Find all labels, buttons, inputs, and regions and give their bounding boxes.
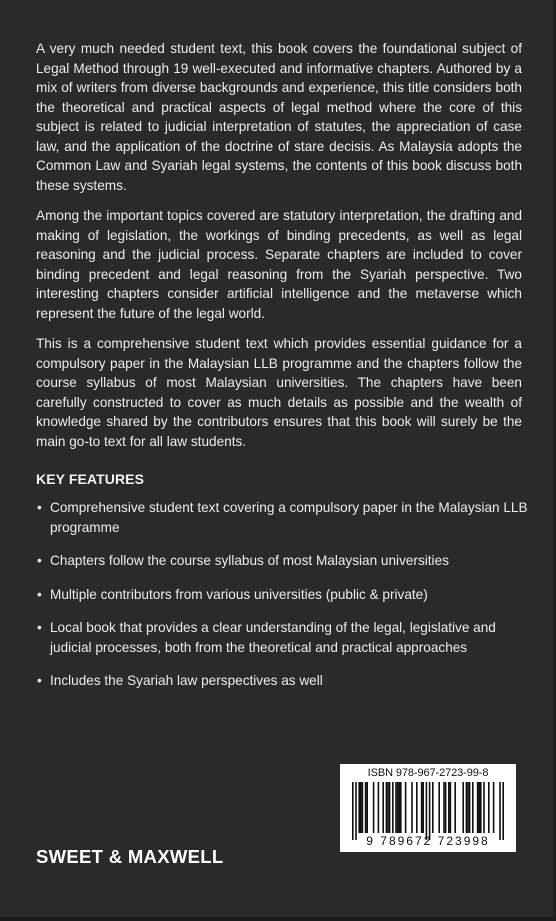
barcode-bar [382, 782, 384, 833]
barcode-bar [411, 782, 413, 833]
barcode-bar [426, 782, 428, 840]
description-paragraph-3: This is a comprehensive student text which provides essential guidance for a compulsory paper in the Malaysian LLB programme and the chapters follow the course syllabus of most Malaysian universities. The chapters have been carefully constructed to cover as much details as possible and the wealth of knowledge shared by the contributors ensures that this book will surely be the main go-to text for all law students. [36, 336, 522, 449]
key-feature-item [36, 551, 528, 571]
key-feature-text: Includes the Syariah law perspectives as well [50, 673, 323, 688]
isbn-label: ISBN 978-967-2723-99-8 [367, 767, 489, 779]
key-feature-item [36, 585, 528, 605]
barcode-bar [389, 782, 391, 833]
key-feature-text: Chapters follow the course syllabus of most Malaysian universities [50, 553, 449, 568]
barcode-bar [378, 782, 380, 833]
barcode-bar [480, 782, 482, 833]
bullet-icon: • [37, 553, 42, 568]
barcode-bar [397, 782, 399, 833]
barcode-bar [483, 782, 485, 833]
barcode-bar [405, 782, 407, 833]
barcode-bar [466, 782, 468, 833]
barcode-bar [469, 782, 471, 833]
key-feature-item [36, 618, 528, 657]
barcode-bar [365, 782, 367, 833]
key-features-list [36, 498, 528, 705]
barcode-bar [462, 782, 464, 833]
key-feature-text: Local book that provides a clear understanding of the legal, legislative and judicial processes, both from the theoretical and practical approaches [50, 620, 496, 655]
barcode-digits: 9 789672 723998 [366, 834, 490, 848]
bullet-icon: • [37, 673, 42, 688]
isbn-barcode [340, 764, 516, 852]
barcode-bar [429, 782, 431, 840]
barcode-bar [387, 782, 389, 833]
key-feature-text: Comprehensive student text covering a compulsory paper in the Malaysian LLB programme [50, 500, 528, 535]
barcode-bar [400, 782, 402, 833]
barcode-bar [445, 782, 447, 833]
publisher-logo: SWEET & MAXWELL [36, 846, 224, 867]
description-paragraph-1: A very much needed student text, this book covers the foundational subject of Legal Method through 19 well-executed and informative chapters. Authored by a mix of writers from diverse backgrounds and experience, this title considers both the theoretical and practical aspects of legal method where the core of this subject is related to judicial interpretation of statutes, the appreciation of case law, and the application of the doctrine of stare decisis. As Malaysia adopts the Common Law and Syariah legal systems, the contents of this book discuss both these systems. [36, 41, 522, 193]
description-paragraph-2: Among the important topics covered are statutory interpretation, the drafting and making of legislation, the workings of binding precedents, as well as legal reasoning and the judicial process. Separate chapters are included to cover binding precedent and legal reasoning from the Syariah perspective. Two interesting chapters consider artificial intelligence and the metaverse which represent the future of the legal world. [36, 208, 522, 321]
barcode-bar [488, 782, 490, 833]
barcode-bar [392, 782, 394, 833]
barcode-bar [395, 782, 397, 833]
bullet-icon: • [37, 620, 42, 635]
barcode-bar [352, 782, 354, 840]
key-feature-text: Multiple contributors from various universities (public & private) [50, 586, 428, 602]
barcode-bar [432, 782, 434, 833]
barcode-bar [366, 782, 368, 833]
barcode-bar [386, 782, 388, 833]
barcode-bar [493, 782, 495, 833]
barcode-bar [499, 782, 501, 840]
key-features-heading: KEY FEATURES [36, 471, 145, 487]
barcode-bar [454, 782, 456, 833]
barcode-bar [477, 782, 479, 833]
barcode-bar [358, 782, 360, 833]
barcode-bar [502, 782, 504, 840]
barcode-bar [467, 782, 469, 833]
barcode-bar [478, 782, 480, 833]
barcode-bar [362, 782, 364, 833]
key-feature-item [36, 498, 528, 537]
barcode-bar [373, 782, 375, 833]
barcode-bar [438, 782, 440, 833]
bullet-icon: • [37, 586, 42, 602]
barcode-bar [421, 782, 423, 833]
barcode-bar [360, 782, 362, 833]
key-feature-item [36, 671, 528, 691]
barcode-bar [443, 782, 445, 833]
barcode-bar [355, 782, 357, 840]
barcode-bar [398, 782, 400, 833]
cover-bottom-edge [0, 917, 556, 921]
barcode-bar [448, 782, 450, 833]
barcode-bar [422, 782, 424, 833]
barcode-bar [472, 782, 474, 833]
bullet-icon: • [37, 500, 42, 515]
barcode-bar [450, 782, 452, 833]
barcode-bar [416, 782, 418, 833]
